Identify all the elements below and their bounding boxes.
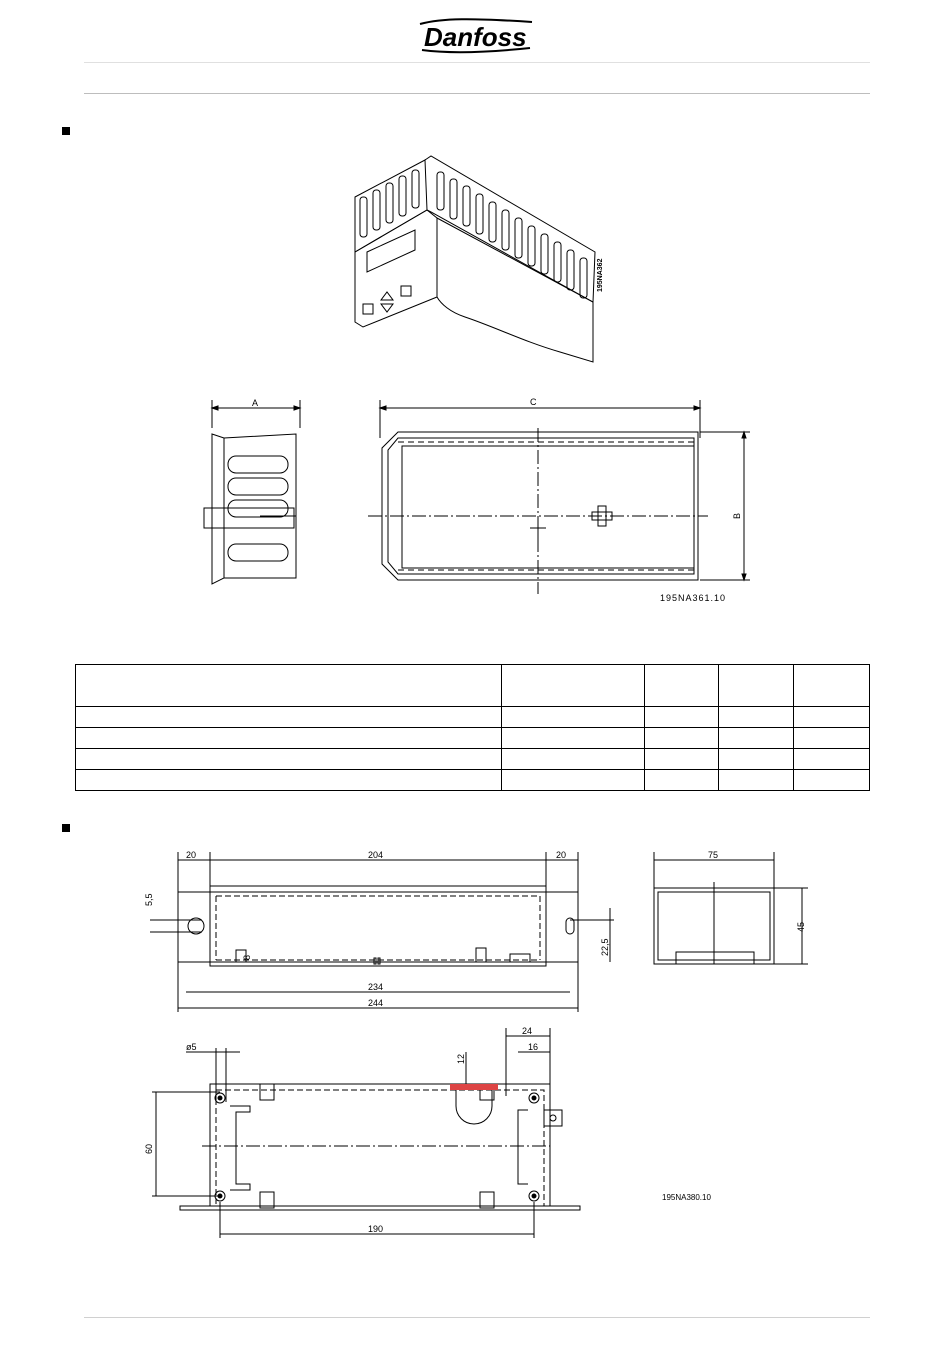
- dim-b-label: B: [732, 512, 742, 519]
- dim-8: 8: [242, 954, 252, 960]
- dim-hole-diameter: ø5: [186, 1042, 197, 1052]
- bracket-bottom-view-drawing: [140, 1022, 600, 1242]
- dim-22-5: 22,5: [600, 938, 610, 956]
- dim-right-20: 20: [556, 850, 567, 860]
- dim-204: 204: [368, 850, 384, 860]
- iso-drawing-code: 195NA362: [597, 258, 604, 292]
- table-row: [76, 749, 870, 770]
- bracket-drawing-code: 195NA380.10: [662, 1193, 711, 1202]
- dim-45: 45: [796, 921, 806, 932]
- table-row: [76, 728, 870, 749]
- front-view-drawing: [368, 398, 763, 610]
- section-bullet-1: [62, 127, 70, 135]
- front-drawing-code: 195NA361.10: [660, 593, 727, 603]
- dim-60: 60: [144, 1143, 154, 1154]
- dim-75: 75: [708, 850, 719, 860]
- table-row: [76, 707, 870, 728]
- dim-5-5: 5,5: [144, 893, 154, 906]
- dim-244: 244: [368, 998, 384, 1008]
- dim-left-20: 20: [186, 850, 197, 860]
- dim-234: 234: [368, 982, 384, 992]
- side-view-drawing: [200, 398, 310, 588]
- dim-a-label: A: [252, 398, 259, 408]
- header-rule: [84, 93, 870, 94]
- dim-c-label: C: [530, 397, 537, 407]
- danfoss-logo: [412, 14, 538, 56]
- dim-24: 24: [522, 1026, 533, 1036]
- header-rule-top: [84, 62, 870, 63]
- isometric-panel-drawing: [345, 152, 615, 367]
- logo-text: Danfoss: [424, 22, 527, 52]
- bracket-side-view-drawing: [648, 848, 818, 972]
- table-row: [76, 770, 870, 791]
- section-bullet-2: [62, 824, 70, 832]
- footer-rule: [84, 1317, 870, 1318]
- dimensions-table: [75, 664, 870, 791]
- dim-16: 16: [528, 1042, 539, 1052]
- table-header-row: [76, 665, 870, 707]
- bracket-top-view-drawing: [140, 848, 620, 1018]
- dim-12: 12: [456, 1053, 466, 1064]
- dim-190: 190: [368, 1224, 384, 1234]
